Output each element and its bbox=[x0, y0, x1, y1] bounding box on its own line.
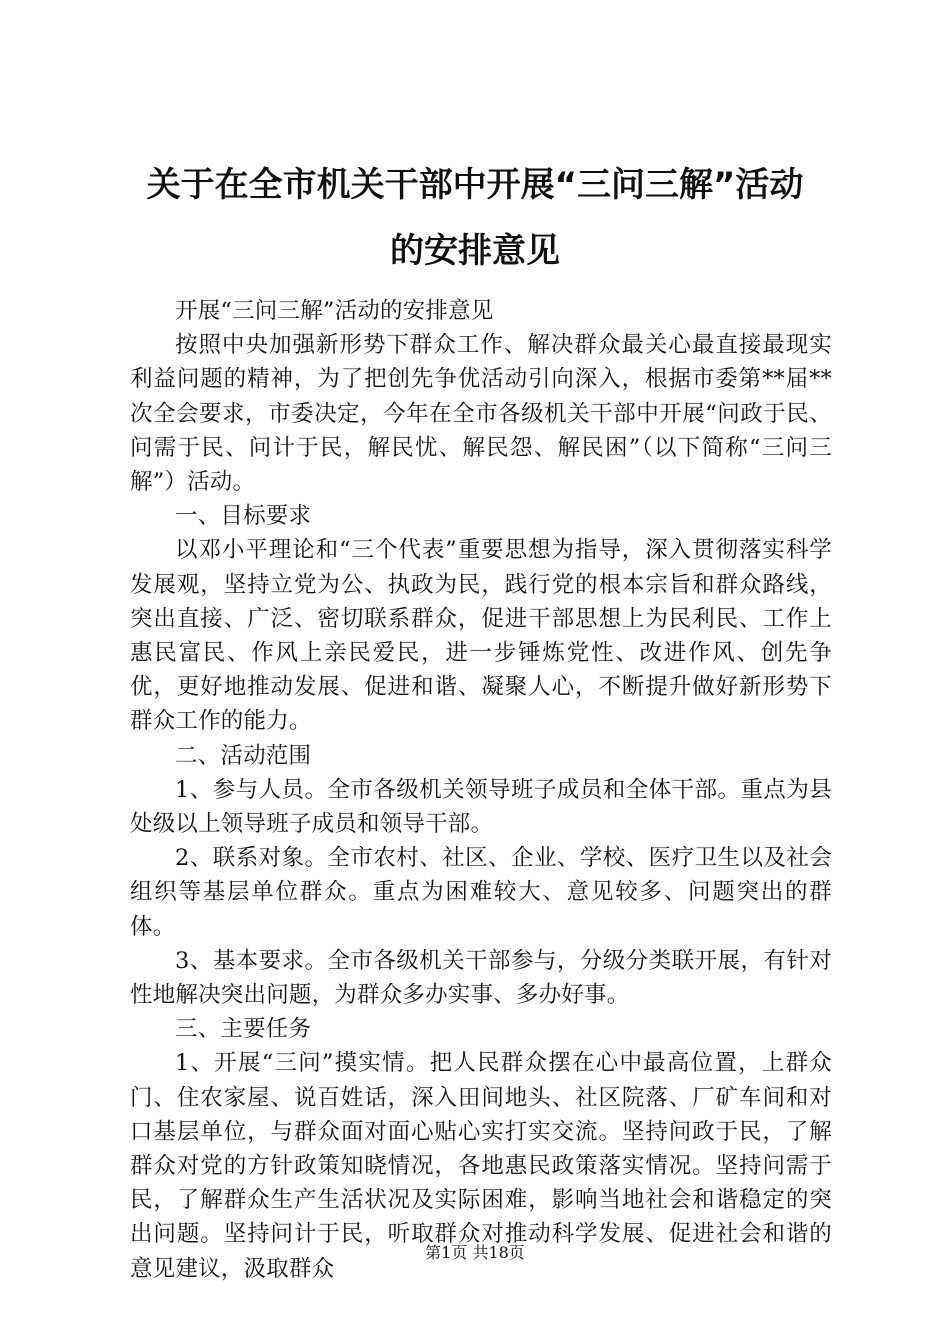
paragraph-task-1: 1、开展“三问”摸实情。把人民群众摆在心中最高位置，上群众门、住农家屋、说百姓话，深入田间地头、社区院落、厂矿车间和对口基层单位，与群众面对面心贴心实打实交流。坚持问政于民，了解群众对党的方针政策知晓情况，各地惠民政策落实情况。坚持问需于民，了解群众生产生活状况及实际困难，影响当地社会和谐稳定的突出问题。坚持问计于民，听取群众对推动科学发展、促进社会和谐的意见建议，汲取群众 bbox=[130, 1050, 832, 1282]
paragraph-intro: 按照中央加强新形势下群众工作、解决群众最关心最直接最现实利益问题的精神，为了把创先争优活动引向深入，根据市委第**届**次全会要求，市委决定，今年在全市各级机关干部中开展“问政于民、问需于民、问计于民，解民忧、解民怨、解民困”（以下简称“三问三解”）活动。 bbox=[130, 332, 832, 496]
paragraph-participants: 1、参与人员。全市各级机关领导班子成员和全体干部。重点为县处级以上领导班子成员和领导干部。 bbox=[130, 776, 832, 838]
title-line-2: 的安排意见 bbox=[390, 231, 560, 271]
paragraph-requirements: 3、基本要求。全市各级机关干部参与，分级分类联开展，有针对性地解决突出问题，为群众多办实事、多办好事。 bbox=[130, 947, 832, 1009]
paragraph-subtitle: 开展“三问三解”活动的安排意见 bbox=[175, 298, 494, 324]
document-body bbox=[130, 294, 832, 1286]
section-heading-scope: 二、活动范围 bbox=[175, 742, 312, 769]
section-heading-goals: 一、目标要求 bbox=[175, 503, 312, 530]
page-number: 第1页 共18页 bbox=[425, 1243, 525, 1262]
paragraph-goals: 以邓小平理论和“三个代表”重要思想为指导，深入贯彻落实科学发展观，坚持立党为公、执政为民，践行党的根本宗旨和群众路线，突出直接、广泛、密切联系群众，促进干部思想上为民利民、工作上惠民富民、作风上亲民爱民，进一步锤炼党性、改进作风、创先争优，更好地推动发展、促进和谐、凝聚人心，不断提升做好新形势下群众工作的能力。 bbox=[130, 537, 832, 735]
title-line-1: 关于在全市机关干部中开展“三问三解”活动 bbox=[146, 165, 804, 205]
document-title bbox=[110, 152, 840, 284]
section-heading-tasks: 三、主要任务 bbox=[175, 1016, 312, 1043]
paragraph-contacts: 2、联系对象。全市农村、社区、企业、学校、医疗卫生以及社会组织等基层单位群众。重点为困难较大、意见较多、问题突出的群体。 bbox=[130, 845, 832, 940]
